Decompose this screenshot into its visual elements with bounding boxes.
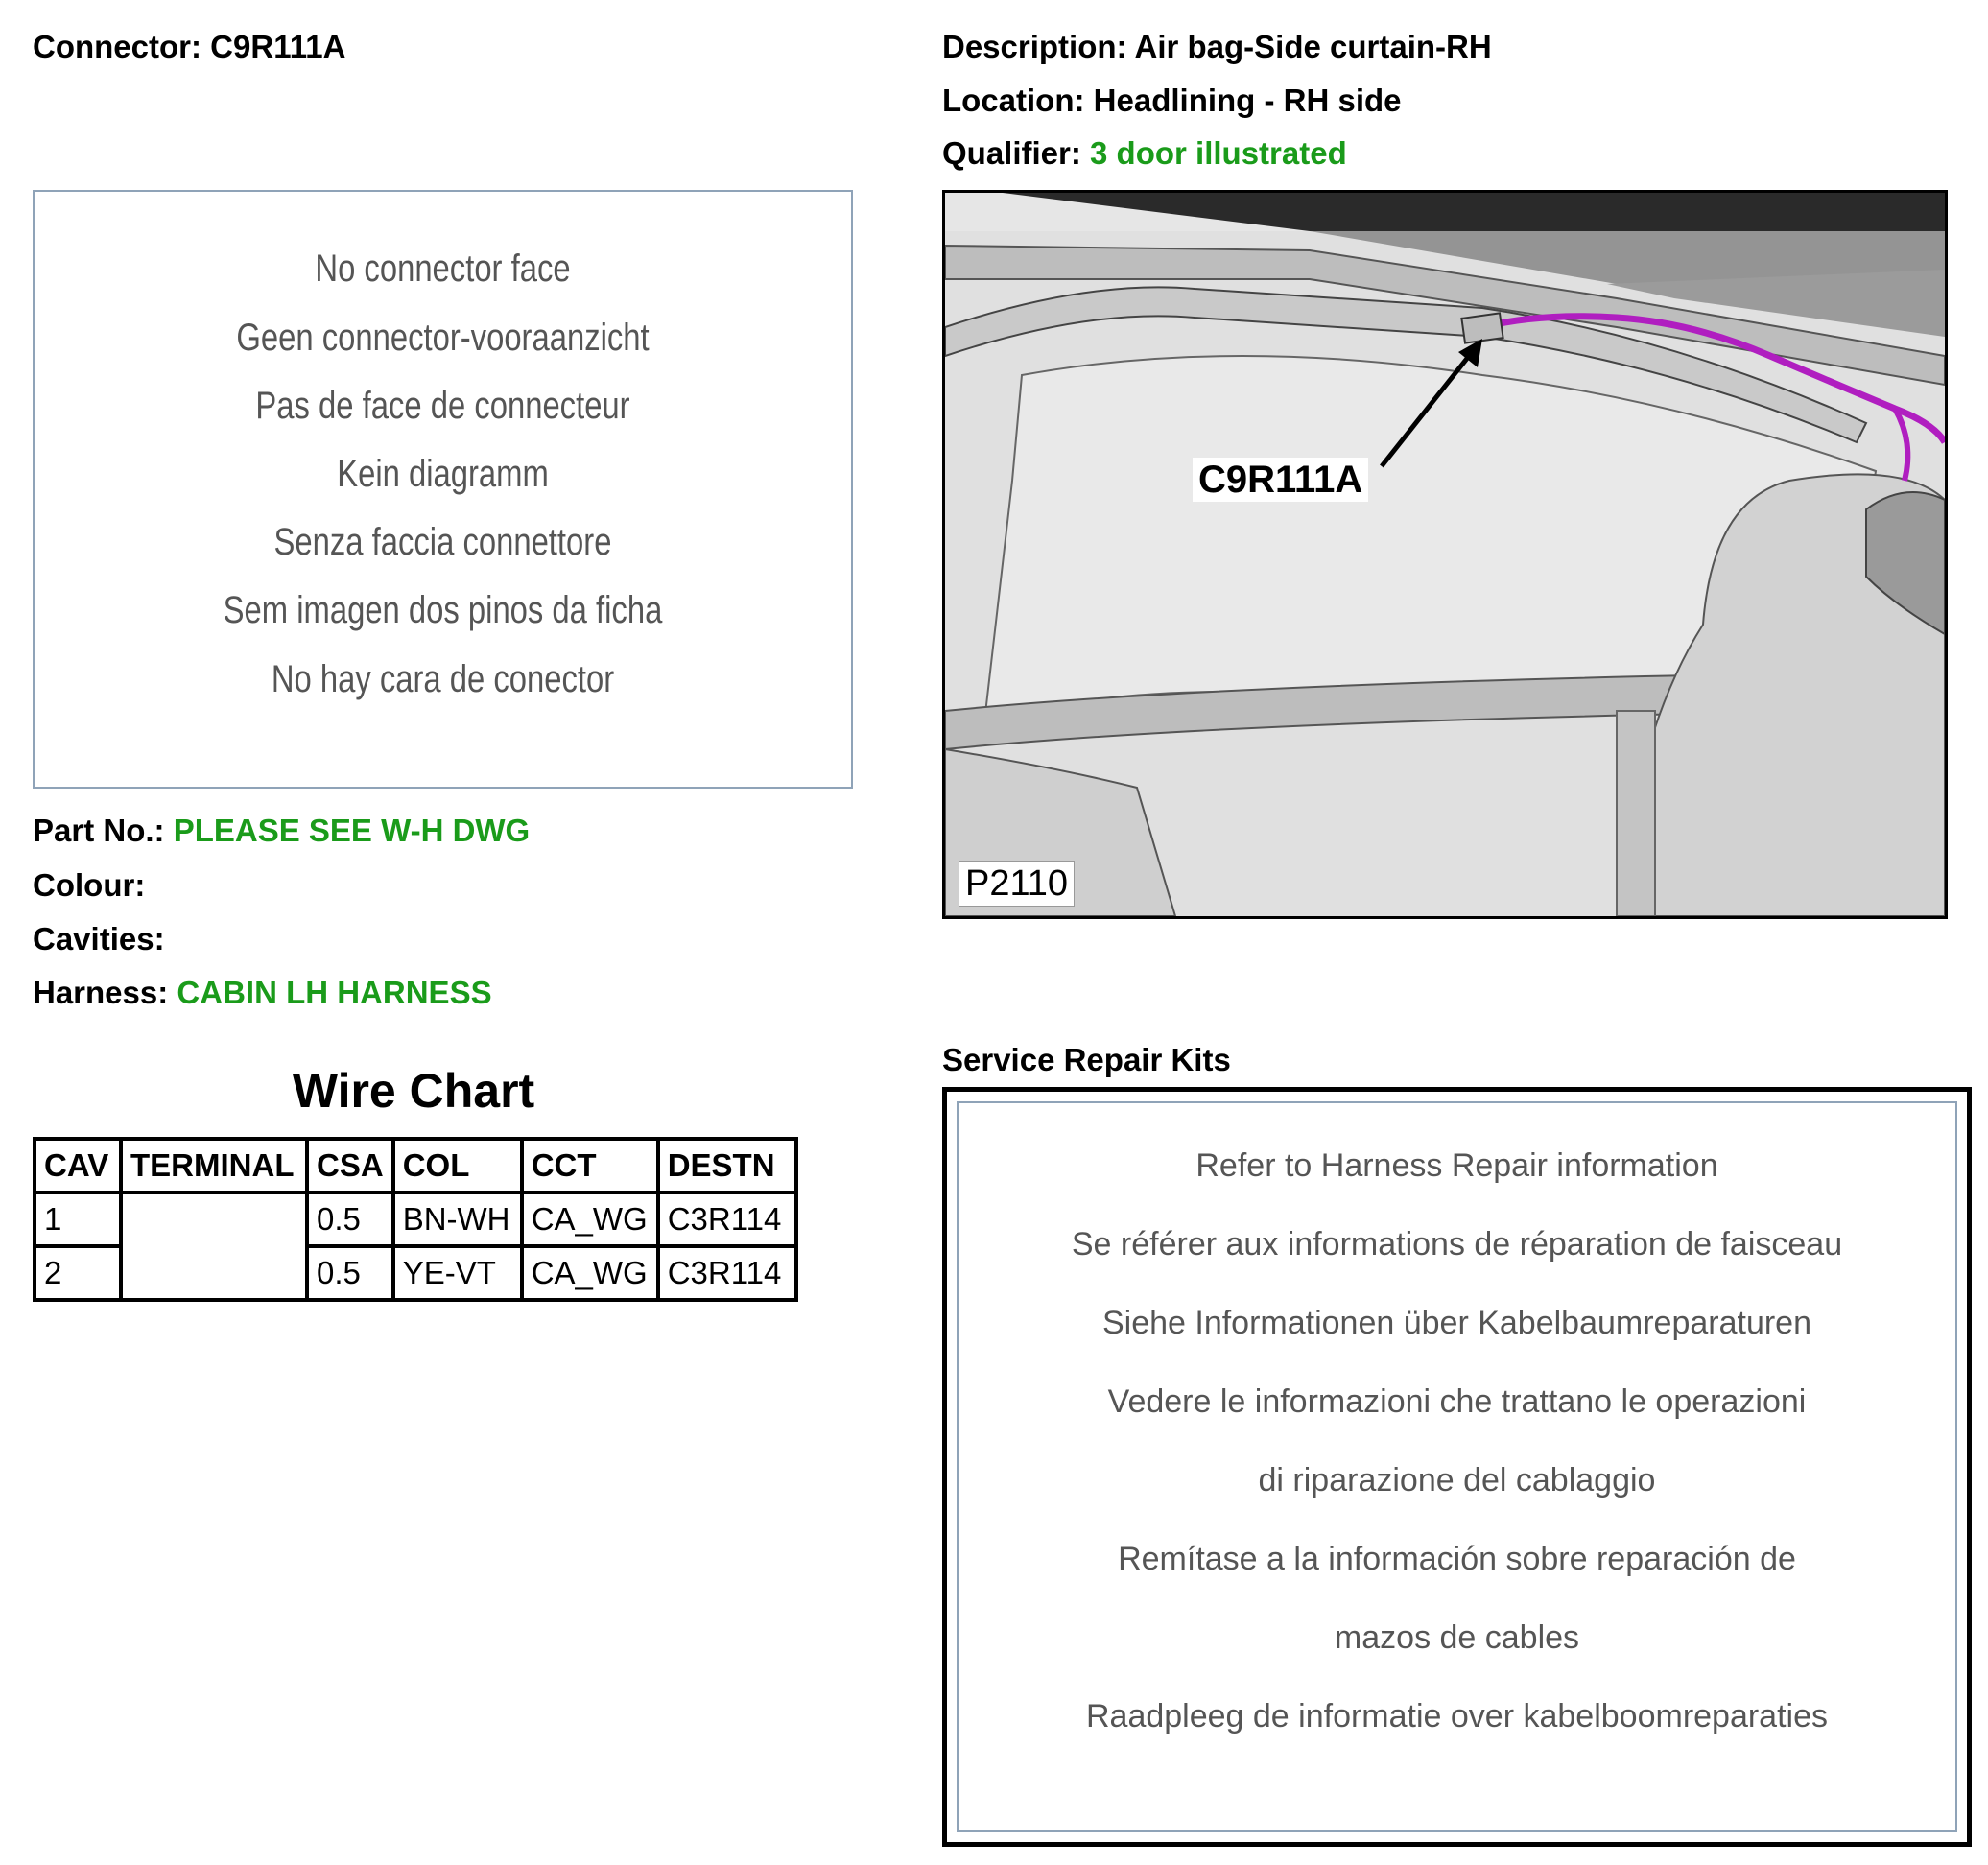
cell-terminal — [121, 1192, 307, 1300]
belt-shape — [1617, 711, 1655, 916]
no-face-line: Geen connector-vooraanzicht — [236, 317, 650, 359]
part-no-label: Part No.: — [33, 813, 165, 848]
location-field — [942, 83, 1402, 119]
header-cct: CCT — [522, 1139, 658, 1192]
kit-line: Vedere le informazioni che trattano le operazioni — [1107, 1383, 1807, 1420]
cavities-field — [33, 921, 165, 957]
kit-line: Raadpleeg de informatie over kabelboomreparaties — [1085, 1698, 1829, 1735]
cell-cct: CA_WG — [522, 1192, 658, 1246]
harness-label: Harness: — [33, 975, 169, 1010]
no-face-line: No connector face — [315, 248, 571, 290]
connector-shape — [1461, 313, 1503, 342]
cell-cav: 1 — [35, 1192, 121, 1246]
cell-destn: C3R114 — [658, 1246, 796, 1300]
photo-callout-label: C9R111A — [1193, 458, 1368, 502]
wire-chart-table — [33, 1137, 798, 1302]
no-face-line: Sem imagen dos pinos da ficha — [223, 589, 663, 631]
description-field — [942, 29, 1492, 65]
connector-location-illustration — [942, 190, 1948, 919]
service-repair-kits-heading: Service Repair Kits — [942, 1042, 1231, 1077]
no-face-line: Senza faccia connettore — [273, 521, 612, 563]
header-terminal: TERMINAL — [121, 1139, 307, 1192]
location-label: Location: — [942, 83, 1085, 118]
part-no-value: PLEASE SEE W-H DWG — [173, 813, 531, 848]
qualifier-value: 3 door illustrated — [1090, 135, 1347, 171]
colour-field — [33, 867, 145, 904]
connector-value: C9R111A — [210, 29, 346, 64]
harness-value: CABIN LH HARNESS — [177, 975, 492, 1010]
harness-field — [33, 975, 492, 1011]
header-col: COL — [393, 1139, 522, 1192]
colour-label: Colour: — [33, 867, 146, 903]
service-repair-kits-panel — [942, 1087, 1972, 1847]
wire-chart-header-row — [35, 1139, 796, 1192]
cell-destn: C3R114 — [658, 1192, 796, 1246]
location-value: Headlining - RH side — [1093, 83, 1402, 118]
kit-line: Siehe Informationen über Kabelbaumreparaturen — [1101, 1305, 1812, 1341]
cavities-label: Cavities: — [33, 921, 165, 956]
cell-col: BN-WH — [393, 1192, 522, 1246]
wire-chart-title: Wire Chart — [292, 1064, 535, 1118]
no-connector-face-panel — [33, 190, 853, 789]
service-repair-kits-inner — [957, 1101, 1957, 1832]
description-label: Description: — [942, 29, 1127, 64]
cell-col: YE-VT — [393, 1246, 522, 1300]
cell-csa: 0.5 — [307, 1192, 393, 1246]
kit-line: mazos de cables — [1334, 1619, 1580, 1656]
kit-line: Refer to Harness Repair information — [1195, 1147, 1718, 1184]
connector-field — [33, 29, 345, 65]
no-face-line: Pas de face de connecteur — [255, 385, 630, 427]
no-face-line: No hay cara de conector — [271, 658, 615, 700]
cell-cav: 2 — [35, 1246, 121, 1300]
no-face-line: Kein diagramm — [337, 453, 549, 495]
table-row — [35, 1192, 796, 1246]
description-value: Air bag-Side curtain-RH — [1134, 29, 1492, 64]
connector-label: Connector: — [33, 29, 201, 64]
kit-line: Se référer aux informations de réparation de faisceau — [1071, 1226, 1843, 1263]
header-cav: CAV — [35, 1139, 121, 1192]
photo-figure-id: P2110 — [958, 861, 1075, 907]
qualifier-label: Qualifier: — [942, 135, 1081, 171]
header-csa: CSA — [307, 1139, 393, 1192]
cell-csa: 0.5 — [307, 1246, 393, 1300]
part-no-field — [33, 813, 530, 849]
kit-line: di riparazione del cablaggio — [1258, 1462, 1656, 1499]
cell-cct: CA_WG — [522, 1246, 658, 1300]
kit-line: Remítase a la información sobre reparación de — [1118, 1541, 1796, 1577]
qualifier-field — [942, 135, 1347, 172]
header-destn: DESTN — [658, 1139, 796, 1192]
